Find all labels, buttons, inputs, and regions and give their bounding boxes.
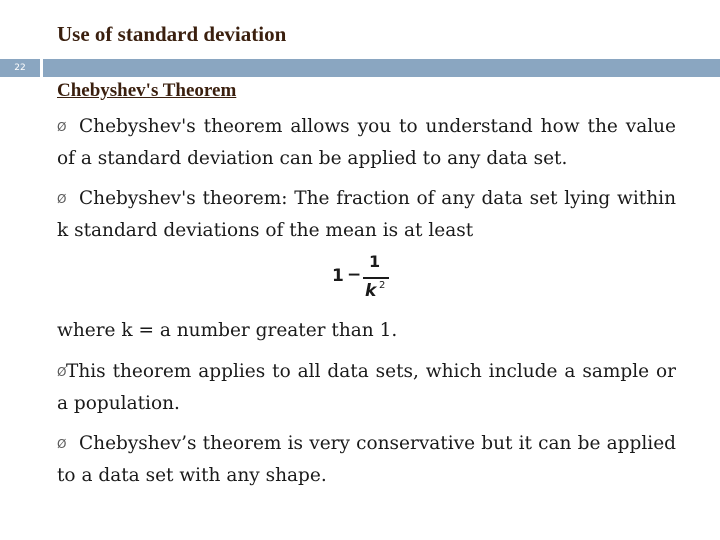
header-bar <box>43 59 720 77</box>
formula-denominator: k <box>365 281 377 301</box>
slide-number-badge: 22 <box>0 59 40 77</box>
arrow-bullet-icon: Ø <box>57 120 67 134</box>
bullet-item-4 <box>57 428 676 491</box>
where-definition: where k = a number greater than 1. <box>57 320 398 341</box>
bullet-text-2: Chebyshev's theorem: The fraction of any data set lying within k standard deviations of the mean is at least <box>57 188 676 241</box>
fraction-bar <box>363 277 389 279</box>
bullet-text-1: Chebyshev's theorem allows you to understand how the value of a standard deviation can be applied to any data set. <box>57 116 676 169</box>
arrow-bullet-icon: Ø <box>57 192 67 206</box>
bullet-item-2 <box>57 183 676 246</box>
arrow-bullet-icon: Ø <box>57 365 67 379</box>
bullet-item-3 <box>57 356 676 419</box>
slide-title: Use of standard deviation <box>57 22 287 46</box>
formula-one: 1 <box>332 266 344 286</box>
formula-exponent: 2 <box>379 280 386 291</box>
bullet-text-4: Chebyshev’s theorem is very conservative but it can be applied to a data set with any shape. <box>57 433 676 486</box>
bullet-item-1 <box>57 111 676 174</box>
formula-numerator: 1 <box>369 252 381 271</box>
bullet-text-3: This theorem applies to all data sets, which include a sample or a population. <box>57 361 676 414</box>
chebyshev-formula <box>330 252 400 302</box>
section-heading: Chebyshev's Theorem <box>57 80 237 101</box>
formula-minus: − <box>347 265 362 285</box>
arrow-bullet-icon: Ø <box>57 437 67 451</box>
